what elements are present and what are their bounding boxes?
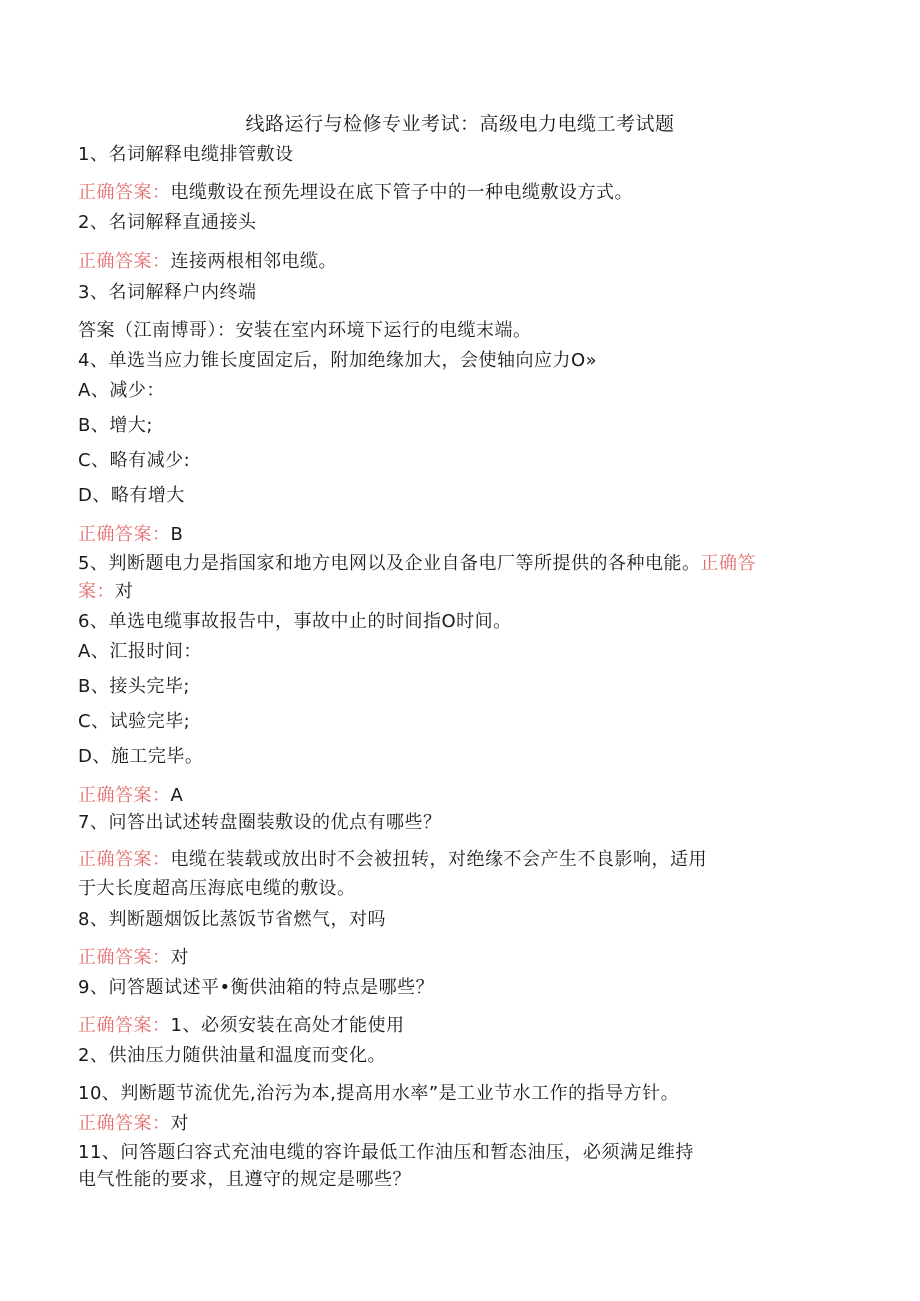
answer-3: 答案（江南博哥）：安装在室内环境下运行的电缆末端。 — [78, 320, 532, 341]
answer-label: 正确答案： — [78, 849, 171, 870]
answer-6 — [78, 785, 183, 807]
question-4: 4、单选当应力锥长度固定后，附加绝缘加大，会使轴向应力O» — [78, 350, 598, 371]
question-5 — [78, 553, 756, 575]
answer-label: 正确答案： — [78, 785, 171, 806]
option-d: D、施工完毕。 — [78, 746, 204, 767]
answer-label: 正确答案： — [78, 947, 171, 968]
answer-text: 连接两根相邻电缆。 — [170, 251, 337, 272]
option-b: B、接头完毕; — [78, 676, 190, 697]
question-3: 3、名词解释户内终端 — [78, 282, 257, 303]
answer-9 — [78, 1015, 404, 1037]
answer-7-continued: 于大长度超高压海底电缆的敷设。 — [78, 878, 356, 899]
answer-text: A — [170, 785, 184, 806]
answer-text: 1、必须安装在高处才能使用 — [170, 1015, 405, 1036]
option-c: C、略有减少: — [78, 450, 191, 471]
question-11: 11、问答题臼容式充油电缆的容许最低工作油压和暂态油压，必须满足维持 — [78, 1142, 694, 1163]
answer-8 — [78, 947, 189, 969]
answer-text: 电缆敷设在预先埋设在底下管子中的一种电缆敷设方式。 — [170, 182, 633, 203]
answer-1 — [78, 182, 633, 204]
answer-text: 对 — [115, 581, 134, 602]
answer-text: 电缆在装载或放出时不会被扭转，对绝缘不会产生不良影响，适用 — [170, 849, 707, 870]
answer-2 — [78, 251, 337, 273]
question-text: 5、判断题电力是指国家和地方电网以及企业自备电厂等所提供的各种电能。 — [78, 553, 701, 574]
answer-10 — [78, 1113, 189, 1135]
answer-7 — [78, 849, 707, 871]
question-10: 10、判断题节流优先,治污为本,提高用水率”是工业节水工作的指导方针。 — [78, 1083, 680, 1104]
answer-label: 正确答案： — [78, 251, 171, 272]
question-11-continued: 电气性能的要求，且遵守的规定是哪些？ — [78, 1169, 411, 1190]
question-1: 1、名词解释电缆排管敷设 — [78, 144, 294, 165]
answer-label-part2: 案： — [78, 581, 115, 602]
answer-text: 对 — [170, 1113, 189, 1134]
answer-label: 正确答案： — [78, 1113, 171, 1134]
page-title: 线路运行与检修专业考试：高级电力电缆工考试题 — [245, 113, 675, 135]
question-7: 7、问答出试述转盘圈装敷设的优点有哪些？ — [78, 812, 442, 833]
question-2: 2、名词解释直通接头 — [78, 212, 257, 233]
option-c: C、试验完毕; — [78, 711, 191, 732]
answer-label: 正确答案： — [78, 182, 171, 203]
answer-text: B — [170, 524, 184, 545]
question-9: 9、问答题试述平•衡供油箱的特点是哪些？ — [78, 977, 435, 998]
answer-label: 正确答案： — [78, 524, 171, 545]
answer-4 — [78, 524, 183, 546]
answer-text: 对 — [170, 947, 189, 968]
option-a: A、汇报时间： — [78, 641, 202, 662]
option-d: D、略有增大 — [78, 485, 185, 506]
answer-5 — [78, 581, 134, 603]
option-a: A、减少： — [78, 380, 165, 401]
question-6: 6、单选电缆事故报告中，事故中止的时间指O时间。 — [78, 611, 512, 632]
answer-label: 正确答案： — [78, 1015, 171, 1036]
option-b: B、增大; — [78, 415, 153, 436]
answer-label-part1: 正确答 — [700, 553, 756, 574]
answer-9-continued: 2、供油压力随供油量和温度而变化。 — [78, 1045, 386, 1066]
question-8: 8、判断题烟饭比蒸饭节省燃气，对吗 — [78, 909, 386, 930]
